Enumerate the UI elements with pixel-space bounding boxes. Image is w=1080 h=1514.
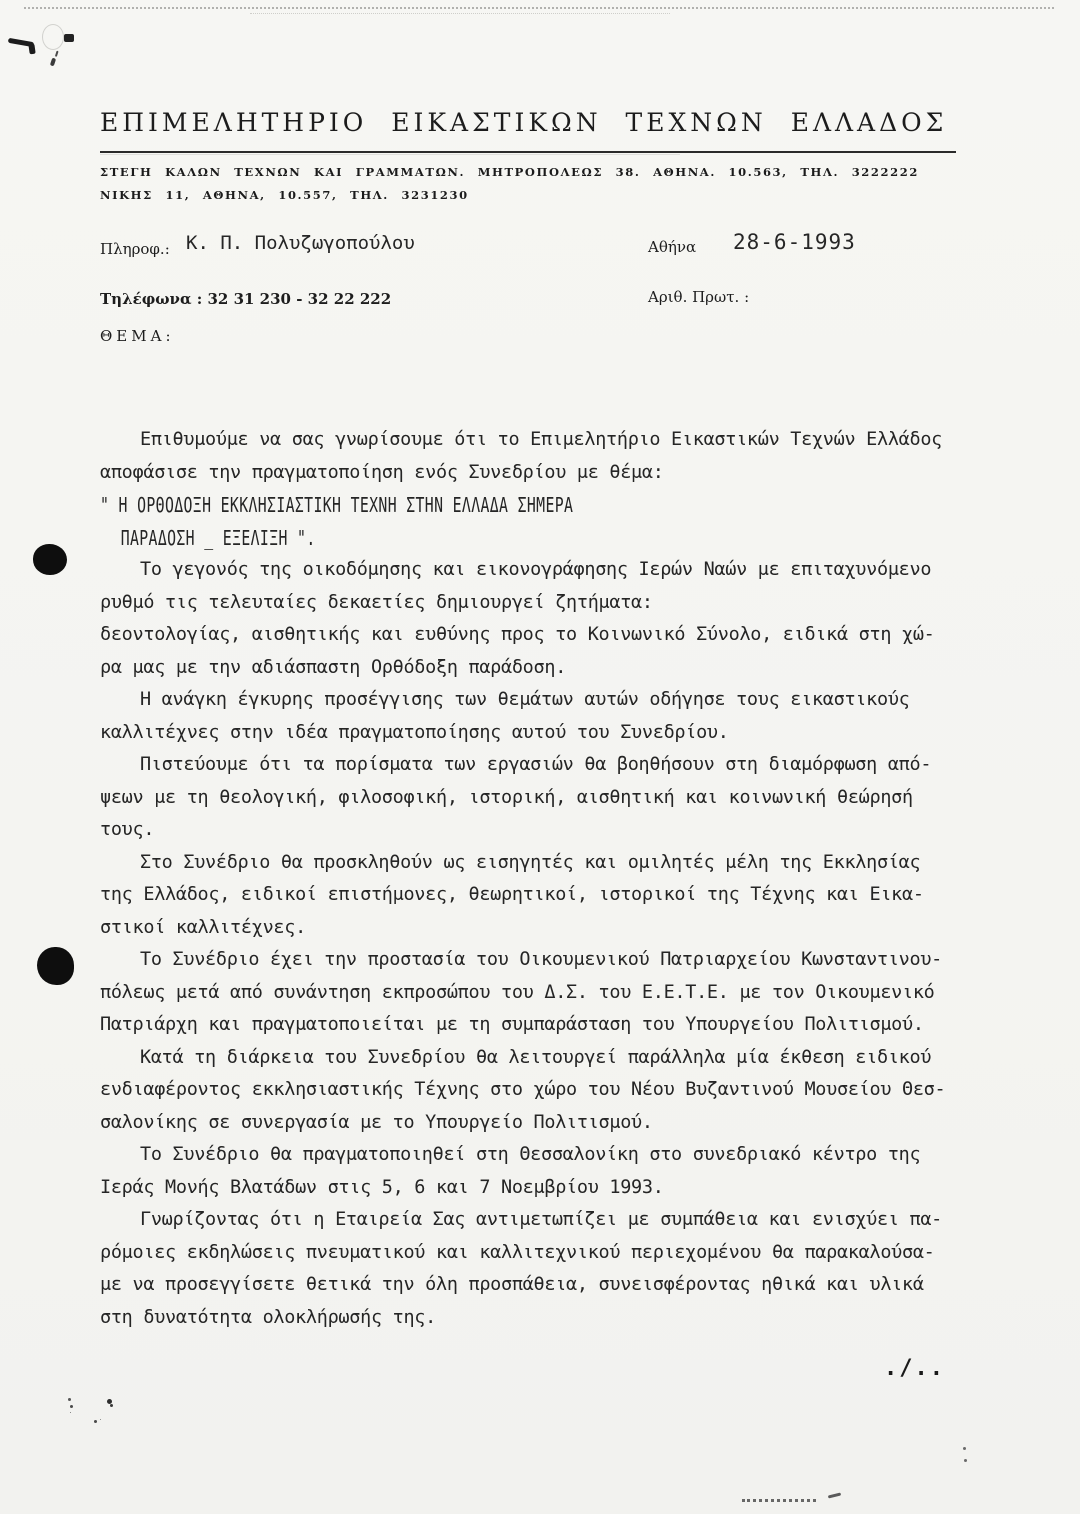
- body-line: ρα μας με την αδιάσπαστη Ορθόδοξη παράδοση.: [100, 656, 567, 678]
- scan-specks-bottom-left: [68, 1398, 71, 1401]
- body-line: Το γεγονός της οικοδόμησης και εικονογράφησης Ιερών Ναών με επιταχυνόμενο: [140, 559, 932, 580]
- body-line: Το Συνέδριο έχει την προστασία του Οικουμενικού Πατριαρχείου Κωνσταντινου-: [140, 949, 943, 970]
- body-line: ψεων με τη θεολογική, φιλοσοφική, ιστορική, αισθητική και κοινωνική θεώρησή: [100, 786, 913, 808]
- protocol-number-label: Αριθ. Πρωτ. :: [648, 288, 750, 306]
- body-line: ρόμοιες εκδηλώσεις πνευματικού και καλλιτεχνικού περιεχομένου θα παρακαλούσα-: [100, 1241, 935, 1263]
- body-line: Γνωρίζοντας ότι η Εταιρεία Σας αντιμετωπίζει με συμπάθεια και ενισχύει πα-: [140, 1209, 943, 1230]
- info-label: Πληροφ.:: [100, 240, 170, 258]
- date-value: 28-6-1993: [733, 230, 856, 254]
- pencil-scribble-mark: [42, 24, 64, 50]
- city-label: Αθήνα: [648, 238, 697, 256]
- continuation-mark: ./..: [884, 1356, 945, 1381]
- body-line: Επιθυμούμε να σας γνωρίσουμε ότι το Επιμελητήριο Εικαστικών Τεχνών Ελλάδος: [140, 429, 943, 450]
- body-line: Η ανάγκη έγκυρης προσέγγισης των θεμάτων αυτών οδήγησε τους εικαστικούς: [140, 689, 910, 710]
- phones-field: Τηλέφωνα : 32 31 230 - 32 22 222: [100, 290, 392, 308]
- header-rule: [100, 151, 956, 153]
- body-line: με να προσεγγίσετε θετικά την όλη προσπάθεια, συνεισφέροντας ηθικά και υλικά: [100, 1274, 924, 1295]
- info-value: Κ. Π. Πολυζωγοπούλου: [186, 232, 415, 254]
- body-line-subject-title: ΠΑΡΑΔΟΣΗ _ ΕΞΕΛΙΞΗ ".: [120, 525, 316, 550]
- body-line: δεοντολογίας, αισθητικής και ευθύνης προς το Κοινωνικό Σύνολο, ειδικά στη χώ-: [100, 624, 935, 645]
- scan-speckle-row: [24, 7, 1054, 9]
- scan-speckle-row-2: [250, 13, 670, 14]
- body-line: στη δυνατότητα ολοκλήρωσής της.: [100, 1306, 436, 1328]
- pencil-dot-mark: [50, 58, 56, 67]
- scan-specks-bottom-right: [963, 1447, 966, 1450]
- handwritten-mark: [8, 38, 34, 47]
- body-line: Πιστεύουμε ότι τα πορίσματα των εργασιών θα βοηθήσουν στη διαμόρφωση από-: [140, 754, 932, 775]
- scan-dotted-row-bottom: [742, 1499, 816, 1502]
- body-line: καλλιτέχνες στην ιδέα πραγματοποίησης αυτού του Συνεδρίου.: [100, 721, 729, 743]
- subject-label: ΘΕΜΑ:: [100, 327, 175, 345]
- scan-dash-bottom: [828, 1492, 841, 1498]
- body-line: Στο Συνέδριο θα προσκληθούν ως εισηγητές και ομιλητές μέλη της Εκκλησίας: [140, 851, 921, 873]
- letter-body: [100, 424, 984, 1334]
- body-line: σαλονίκης σε συνεργασία με το Υπουργείο Πολιτισμού.: [100, 1111, 653, 1133]
- body-line: αποφάσισε την πραγματοποίηση ενός Συνεδρίου με θέμα:: [100, 461, 664, 483]
- body-line: ρυθμό τις τελευταίες δεκαετίες δημιουργεί ζητήματα:: [100, 591, 653, 613]
- body-line-subject-title: " Η ΟΡΘΟΔΟΞΗ ΕΚΚΛΗΣΙΑΣΤΙΚΗ ΤΕΧΝΗ ΣΤΗΝ ΕΛΛΑΔΑ ΣΗΜΕΡΑ: [100, 493, 574, 517]
- body-line: πόλεως μετά από συνάντηση εκπροσώπου του Δ.Σ. του Ε.Ε.Τ.Ε. με τον Οικουμενικό: [100, 981, 935, 1003]
- org-address-line-2: ΝΙΚΗΣ 11, ΑΘΗΝΑ, 10.557, ΤΗΛ. 3231230: [100, 188, 469, 202]
- body-line: Το Συνέδριο θα πραγματοποιηθεί στη Θεσσαλονίκη στο συνεδριακό κέντρο της: [140, 1144, 921, 1165]
- body-line: ενδιαφέροντος εκκλησιαστικής Τέχνης στο χώρο του Νέου Βυζαντινού Μουσείου Θεσ-: [100, 1079, 946, 1100]
- body-line: Κατά τη διάρκεια του Συνεδρίου θα λειτουργεί παράλληλα μία έκθεση ειδικού: [140, 1046, 932, 1068]
- org-address-line-1: ΣΤΕΓΗ ΚΑΛΩΝ ΤΕΧΝΩΝ ΚΑΙ ΓΡΑΜΜΑΤΩΝ. ΜΗΤΡΟΠΟΛΕΩΣ 38. ΑΘΗΝΑ. 10.563, ΤΗΛ. 3222222: [100, 165, 919, 179]
- body-line: Πατριάρχη και πραγματοποιείται με τη συμπαράσταση του Υπουργείου Πολιτισμού.: [100, 1014, 924, 1035]
- punch-hole-dot-bottom: [37, 947, 74, 985]
- ink-blot-mark: [64, 34, 74, 42]
- body-line: Ιεράς Μονής Βλατάδων στις 5, 6 και 7 Νοεμβρίου 1993.: [100, 1176, 664, 1198]
- punch-hole-dot-top: [33, 544, 67, 575]
- body-line: τους.: [100, 819, 155, 840]
- org-title: ΕΠΙΜΕΛΗΤΗΡΙΟ ΕΙΚΑΣΤΙΚΩΝ ΤΕΧΝΩΝ ΕΛΛΑΔΟΣ: [100, 108, 948, 137]
- body-line: στικοί καλλιτέχνες.: [100, 916, 306, 938]
- body-line: της Ελλάδος, ειδικοί επιστήμονες, θεωρητικοί, ιστορικοί της Τέχνης και Εικα-: [100, 884, 924, 905]
